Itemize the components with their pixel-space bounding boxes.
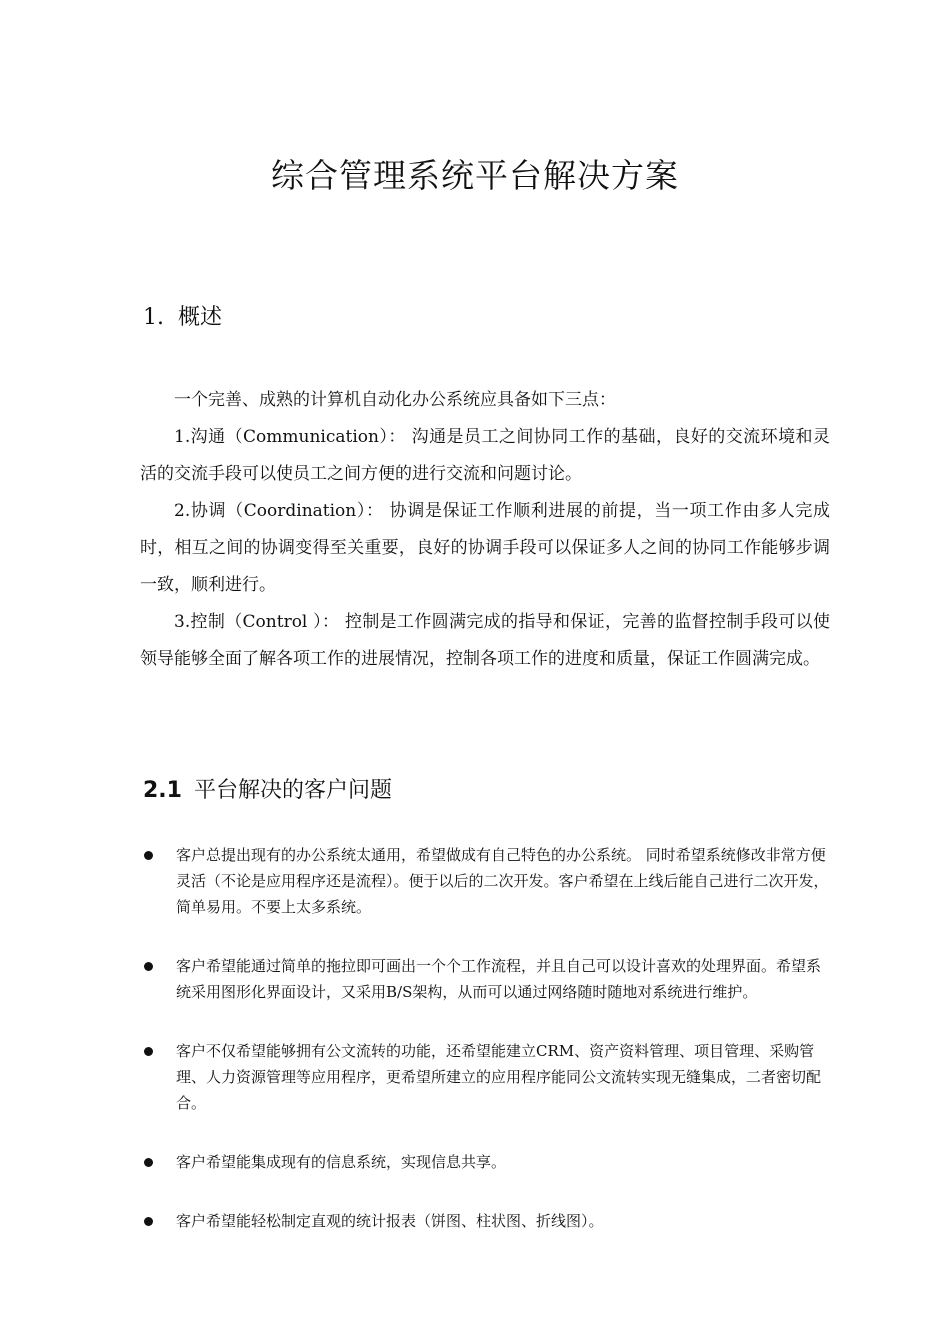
bullet-dot-icon xyxy=(144,962,153,971)
section-2-number: 2.1 xyxy=(143,778,182,803)
list-item-text: 客户不仅希望能够拥有公文流转的功能，还希望能建立CRM、资产资料管理、项目管理、采购管理、人力资源管理等应用程序，更希望所建立的应用程序能同公文流转实现无缝集成，二者密切配合。 xyxy=(176,1042,822,1112)
document-title: 综合管理系统平台解决方案 xyxy=(271,156,679,195)
bullet-dot-icon xyxy=(144,1158,153,1167)
list-item-text: 客户希望能通过简单的拖拉即可画出一个个工作流程，并且自己可以设计喜欢的处理界面。希望系统采用图形化界面设计，又采用B/S架构，从而可以通过网络随时随地对系统进行维护。 xyxy=(176,957,822,1001)
list-item xyxy=(140,1149,830,1175)
section-1-title: 概述 xyxy=(178,305,223,330)
overview-coordination: 2.协调（Coordination）： 协调是保证工作顺利进展的前提，当一项工作由多人完成时，相互之间的协调变得至关重要，良好的协调手段可以保证多人之间的协同工作能够步调一致，顺利进行。 xyxy=(140,501,830,595)
overview-communication: 1.沟通（Communication）： 沟通是员工之间协同工作的基础，良好的交流环境和灵活的交流手段可以使员工之间方便的进行交流和问题讨论。 xyxy=(140,427,830,484)
list-item-text: 客户希望能轻松制定直观的统计报表（饼图、柱状图、折线图）。 xyxy=(176,1212,604,1230)
list-item-text: 客户总提出现有的办公系统太通用，希望做成有自己特色的办公系统。 同时希望系统修改非常方便灵活（不论是应用程序还是流程）。便于以后的二次开发。客户希望在上线后能自己进行二次开发，简单易用。不要上太多系统。 xyxy=(176,846,829,916)
bullet-dot-icon xyxy=(144,1047,153,1056)
bullet-dot-icon xyxy=(144,851,153,860)
overview-intro: 一个完善、成熟的计算机自动化办公系统应具备如下三点： xyxy=(174,390,616,410)
bullet-dot-icon xyxy=(144,1217,153,1226)
customer-problems-list xyxy=(140,842,830,1267)
list-item xyxy=(140,1208,830,1234)
overview-control: 3.控制（Control ）： 控制是工作圆满完成的指导和保证，完善的监督控制手段可以使领导能够全面了解各项工作的进展情况，控制各项工作的进度和质量，保证工作圆满完成。 xyxy=(140,612,830,669)
section-1-number: 1. xyxy=(143,305,164,330)
list-item xyxy=(140,842,830,920)
section-1-body xyxy=(140,382,830,678)
section-2-title: 平台解决的客户问题 xyxy=(193,778,392,803)
list-item xyxy=(140,1038,830,1116)
list-item xyxy=(140,953,830,1005)
list-item-text: 客户希望能集成现有的信息系统，实现信息共享。 xyxy=(176,1153,507,1171)
section-1-heading xyxy=(143,300,222,331)
section-2-heading xyxy=(143,773,392,804)
